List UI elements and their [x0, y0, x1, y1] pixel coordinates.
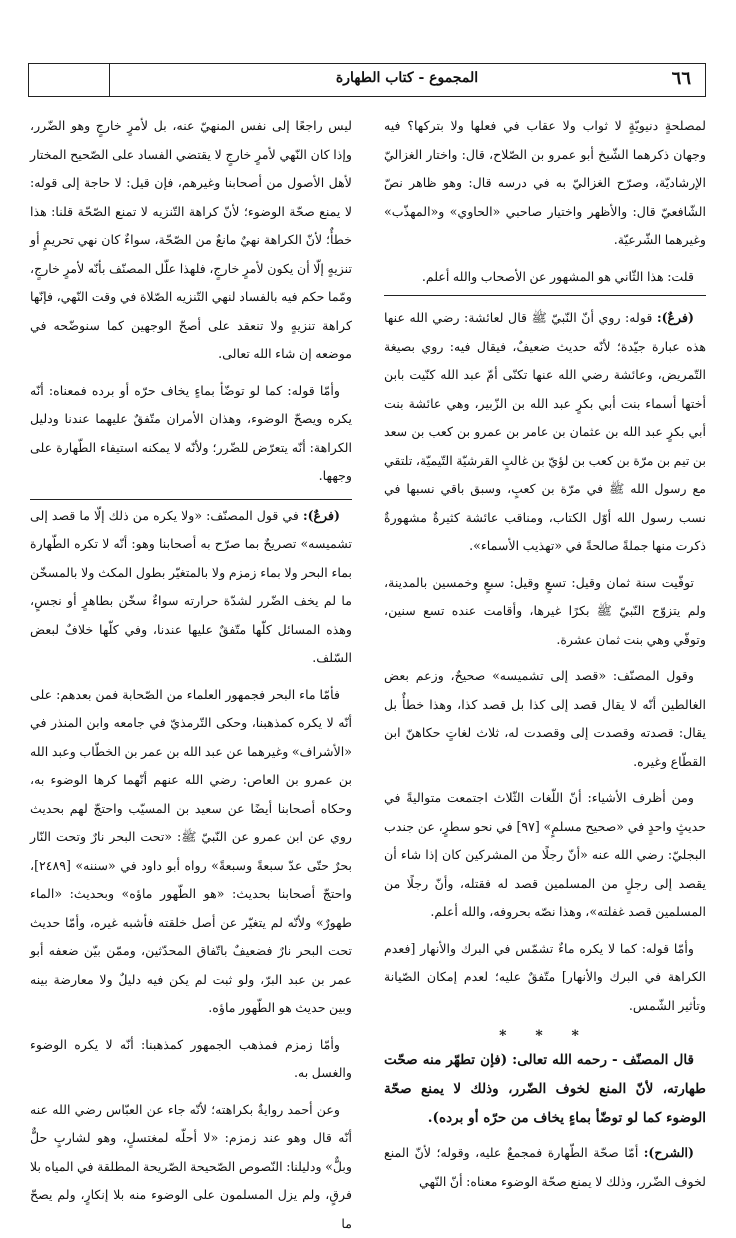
paragraph-text: قوله: روي أنّ النّبيّ ﷺ قال لعائشة: رضي الله عنها هذه عبارة جيّدة؛ لأنّه حديث ضعيفٌ، فيقال فيه: روي بصيغة التّمريض، وعائشة رضي الله عنها تكنّى أمّ عبد الله كنّيت بابن أختها أسماء بنت أبي بكرٍ عبد الله بن الزّبير، وهي عائشة بنت أبي بكرٍ عبد الله بن عثمان بن عامر بن عمرو بن كعب بن سعد بن تيم بن مرّة بن كعب بن لؤيّ بن غالبٍ القرشيّة التّيميّة، تلتقي مع رسول الله ﷺ في مرّة بن كعبٍ، وسبق باقي نسبها في نسب رسول الله أوّل الكتاب، ومناقب عائشة كثيرةٌ مشهورةٌ ذكرت منها جملةً صالحةً في «تهذيب الأسماء».: [384, 310, 706, 553]
section-label: (فرعٌ):: [303, 508, 340, 523]
paragraph-text: أمّا صحّة الطّهارة فمجمعٌ عليه، وقوله؛ لأنّ المنع لخوف الضّرر، وذلك لا يمنع صحّة الوضوء معناه: أنّ النّهي: [384, 1145, 706, 1189]
paragraph: قلت: هذا الثّاني هو المشهور عن الأصحاب والله أعلم.: [384, 263, 706, 297]
paragraph: وأمّا قوله: كما لا يكره ماءٌ تشمّس في البرك والأنهار [فعدم الكراهة في البرك والأنهار] متّفقٌ عليه؛ لعدم إمكان الصّيانة وتأثير الشّمس.: [384, 935, 706, 1021]
paragraph: فأمّا ماء البحر فجمهور العلماء من الصّحابة فمن بعدهم: على أنّه لا يكره كمذهبنا، وحكى التّرمذيّ في جامعه وابن المنذر في «الأشراف» وغيرهما عن عبد الله بن عمر بن الخطّاب وعبد الله بن عمرو بن العاص: رضي الله عنهم أنّهما كرها الوضوء به، وحكاه أصحابنا أيضًا عن سعيد بن المسيّب واحتجّ لهم بحديث روي عن ابن عمرو عن النّبيّ ﷺ: «تحت البحر نارٌ وتحت النّار بحرٌ حتّى عدّ سبعةً وسبعةً» رواه أبو داود في «سننه» [٢٤٨٩]، واحتجّ أصحابنا بحديث: «هو الطّهور ماؤه» وبحديث: «الماء طهورٌ» ولأنّه لم يتغيّر عن أصل خلقته فأشبه غيره، وأمّا حديث تحت البحر نارٌ فضعيفٌ باتّفاق المحدّثين، وممّن بيّن ضعفه أبو عمر بن عبد البرّ، ولو ثبت لم يكن فيه دليلٌ ولا معارضة بينه وبين حديث هو الطّهور ماؤه.: [30, 681, 352, 1023]
paragraph: وعن أحمد روايةٌ بكراهته؛ لأنّه جاء عن العبّاس رضي الله عنه أنّه قال وهو عند زمزم: «لا أحلّه لمغتسلٍ، وهو لشاربٍ حلٌّ وبلٌّ» ودليلنا: النّصوص الصّحيحة الصّريحة المطلقة في المياه بلا فرقٍ، ولم يزل المسلمون على الوضوء منه بلا إنكارٍ، ولم يصحّ ما: [30, 1096, 352, 1238]
left-column: [30, 112, 352, 1102]
paragraph: لمصلحةٍ دنيويّةٍ لا ثواب ولا عقاب في فعلها ولا بتركها؟ فيه وجهان ذكرهما الشّيخ أبو عمرو بن الصّلاح، قال: واختار الغزاليّ الإرشاديّة، وصرّح الغزاليّ به في درسه قال: وهو ظاهر نصّ الشّافعيّ قال: والأظهر واختيار صاحبي «الحاوي» و«المهذّب» وغيرهما الشّرعيّة.: [384, 112, 706, 255]
paragraph: وأمّا قوله: كما لو توضّأ بماءٍ يخاف حرّه أو برده فمعناه: أنّه يكره ويصحّ الوضوء، وهذان الأمران متّفقٌ عليهما عندنا ودليل الكراهة: أنّه يتعرّض للضّرر؛ ولأنّه لا يمكنه استيفاء الطّهارة على وجهها.: [30, 377, 352, 491]
section-label: (فرعٌ):: [657, 310, 694, 325]
paragraph: [30, 499, 352, 673]
paragraph: وأمّا زمزم فمذهب الجمهور كمذهبنا: أنّه لا يكره الوضوء والغسل به.: [30, 1031, 352, 1088]
paragraph: توفّيت سنة ثمان وقيل: تسعٍ وقيل: سبعٍ وخمسين بالمدينة، ولم يتزوّج النّبيّ ﷺ بكرًا غيرها، وأقامت عنده تسع سنين، وتوفّي وهي بنت ثمان عشرة.: [384, 569, 706, 655]
section-separator: * * *: [384, 1028, 706, 1044]
paragraph: وقول المصنّف: «قصد إلى تشميسه» صحيحٌ، وزعم بعض الغالطين أنّه لا يقال قصد إلى كذا بل قصد كذا، وهذا خطأٌ بل يقال: قصدته وقصدت إلى وقصدت له، ثلاث لغاتٍ حكاهنّ ابن القطّاع وغيره.: [384, 662, 706, 776]
paragraph: [384, 304, 706, 561]
paragraph: ليس راجعًا إلى نفس المنهيّ عنه، بل لأمرٍ خارجٍ وهو الضّرر، وإذا كان النّهي لأمرٍ خارجٍ لا يقتضي الفساد على الصّحيح المختار لأهل الأصول من أصحابنا وغيرهم، فإن قيل: لا حاجة إلى قوله: لا يمنع صحّة الوضوء؛ لأنّ كراهة التّنزيه لا تمنع الصّحّة قلنا: هذا خطأٌ؛ لأنّ الكراهة نهيٌ مانعٌ من الصّحّة، سواءٌ كان نهي تحريمٍ أو تنزيهٍ إلّا أن يكون لأمرٍ خارجٍ، فلهذا علّل المصنّف بأنّه لأمرٍ خارجٍ، ومّما حكم فيه بالفساد لنهي التّنزيه الصّلاة في وقت النّهي، فإنّها كراهة تنزيهٍ ولا تنعقد على أصحّ الوجهين كما سنوضّحه في موضعه إن شاء الله تعالى.: [30, 112, 352, 369]
running-title: المجموع - كتاب الطهارة: [29, 70, 705, 86]
section-label: (الشرح):: [644, 1145, 694, 1160]
paragraph-text: في قول المصنّف: «ولا يكره من ذلك إلّا ما قصد إلى تشميسه» تصريحٌ بما صرّح به أصحابنا وهو: أنّه لا تكره الطّهارة بماء البحر ولا بماء زمزم ولا بالمتغيّر بطول المكث ولا بالمسخّن ما لم يخف الضّرر لشدّة حرارته سواءٌ سخّن بطاهرٍ أو نجسٍ، وهذه المسائل كلّها متّفقٌ عليها عندنا، وفي كلّها خلافٌ لبعض السّلف.: [30, 508, 352, 666]
paragraph: [384, 1139, 706, 1196]
paragraph: ومن أظرف الأشياء: أنّ اللّغات الثّلاث اجتمعت متواليةً في حديثٍ واحدٍ في «صحيح مسلمٍ» [٩٧] في نحو سطرٍ، عن جندب البجليّ: رضي الله عنه «أنّ رجلًا من المشركين كان إذا شاء أن يقصد إلى رجلٍ من المسلمين قصد له فقتله، وأنّ رجلًا من المسلمين قصد غفلته»، وهذا نصّه بحروفه، والله أعلم.: [384, 784, 706, 927]
right-column: [384, 112, 706, 1102]
page-header: [28, 63, 706, 97]
page-number: ٦٦: [672, 68, 691, 89]
matn-text: قال المصنّف - رحمه الله تعالى: (فإن تطهّر منه صحّت طهارته، لأنّ المنع لخوف الضّرر، وذلك لا يمنع صحّة الوضوء كما لو توضّأ بماءٍ يخاف من حرّه أو برده).: [384, 1046, 706, 1133]
